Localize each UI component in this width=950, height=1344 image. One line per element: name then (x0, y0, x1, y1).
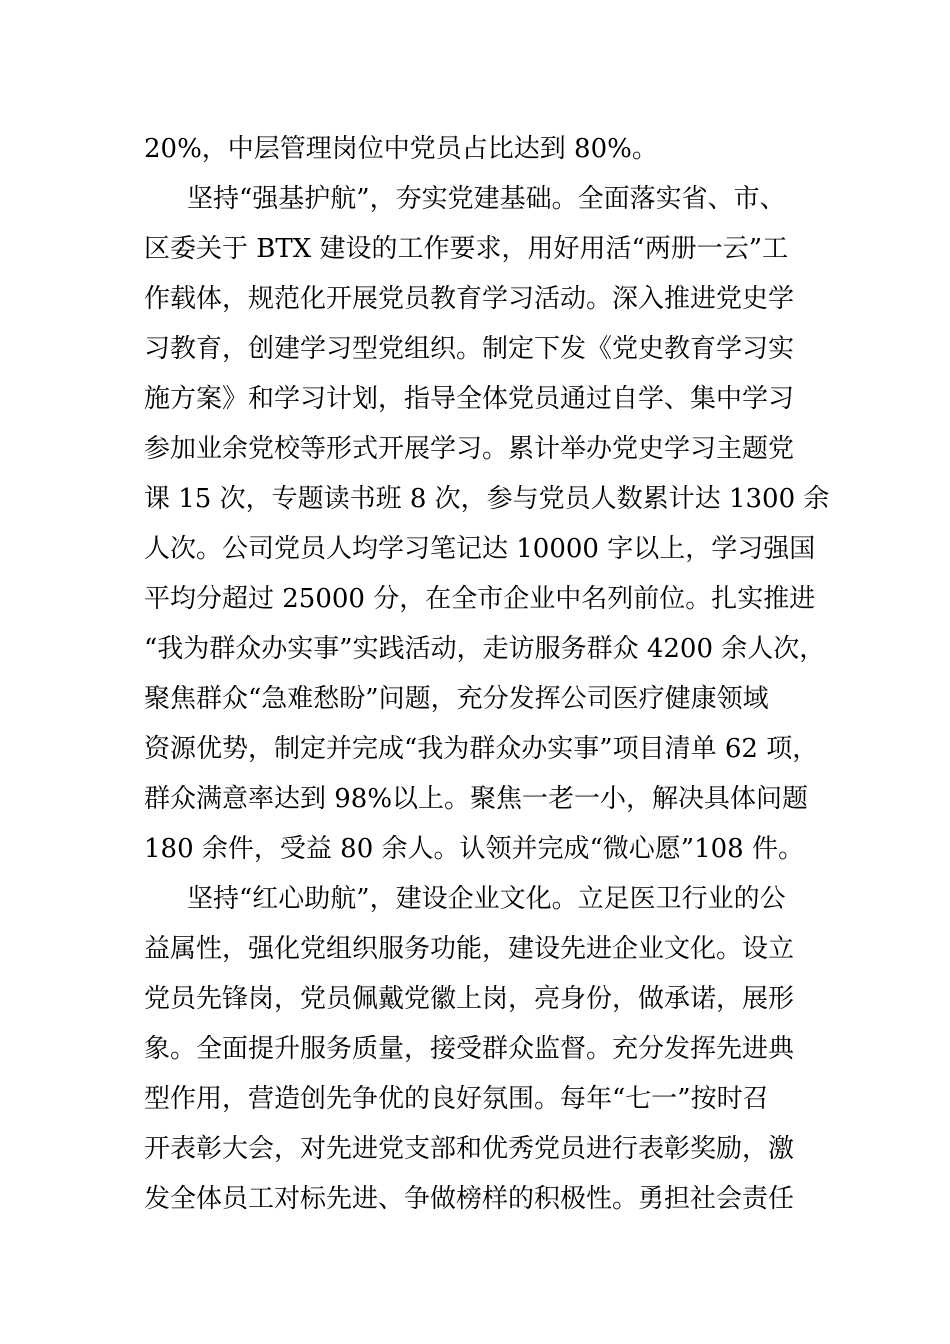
line-text: 坚持“红心助航”，建设企业文化。立足医卫行业的公 (187, 884, 786, 914)
paragraph-start-line (0, 874, 950, 924)
line-text: 党员先锋岗，党员佩戴党徽上岗，亮身份，做承诺，展形 (144, 984, 795, 1014)
text-line (0, 1174, 950, 1224)
line-text: 聚焦群众“急难愁盼”问题，充分发挥公司医疗健康领域 (144, 684, 769, 714)
text-line (0, 624, 950, 674)
text-line (0, 824, 950, 874)
line-text: 作载体，规范化开展党员教育学习活动。深入推进党史学 (144, 284, 795, 314)
text-line (0, 574, 950, 624)
line-text: 象。全面提升服务质量，接受群众监督。充分发挥先进典 (144, 1034, 795, 1064)
text-line (0, 124, 950, 174)
text-line (0, 374, 950, 424)
text-line (0, 1124, 950, 1174)
text-line (0, 424, 950, 474)
line-text: 开表彰大会，对先进党支部和优秀党员进行表彰奖励，激 (144, 1134, 795, 1164)
text-line (0, 524, 950, 574)
line-text: 型作用，营造创先争优的良好氛围。每年“七一”按时召 (144, 1084, 769, 1114)
line-text: “我为群众办实事”实践活动，走访服务群众 4200 余人次， (144, 634, 826, 664)
text-line (0, 924, 950, 974)
line-text: 坚持“强基护航”，夯实党建基础。全面落实省、市、 (187, 184, 786, 214)
text-line (0, 224, 950, 274)
line-text: 益属性，强化党组织服务功能，建设先进企业文化。设立 (144, 934, 795, 964)
line-text: 平均分超过 25000 分，在全市企业中名列前位。扎实推进 (144, 584, 816, 614)
text-line (0, 774, 950, 824)
line-text: 180 余件，受益 80 余人。认领并完成“微心愿”108 件。 (144, 834, 804, 864)
text-line (0, 274, 950, 324)
line-text: 参加业余党校等形式开展学习。累计举办党史学习主题党 (144, 434, 795, 464)
text-line (0, 1024, 950, 1074)
line-text: 习教育，创建学习型党组织。制定下发《党史教育学习实 (144, 334, 795, 364)
text-line (0, 674, 950, 724)
line-text: 施方案》和学习计划，指导全体党员通过自学、集中学习 (144, 384, 795, 414)
line-text: 20%，中层管理岗位中党员占比达到 80%。 (144, 134, 658, 164)
line-text: 资源优势，制定并完成“我为群众办实事”项目清单 62 项， (144, 734, 819, 764)
line-text: 区委关于 BTX 建设的工作要求，用好用活“两册一云”工 (144, 234, 789, 264)
line-text: 群众满意率达到 98%以上。聚焦一老一小，解决具体问题 (144, 784, 809, 814)
text-line (0, 1074, 950, 1124)
text-line (0, 324, 950, 374)
text-line (0, 974, 950, 1024)
text-line (0, 724, 950, 774)
line-text: 课 15 次，专题读书班 8 次，参与党员人数累计达 1300 余 (144, 484, 830, 514)
text-line (0, 474, 950, 524)
paragraph-start-line (0, 174, 950, 224)
line-text: 发全体员工对标先进、争做榜样的积极性。勇担社会责任 (144, 1184, 795, 1214)
line-text: 人次。公司党员人均学习笔记达 10000 字以上，学习强国 (144, 534, 816, 564)
